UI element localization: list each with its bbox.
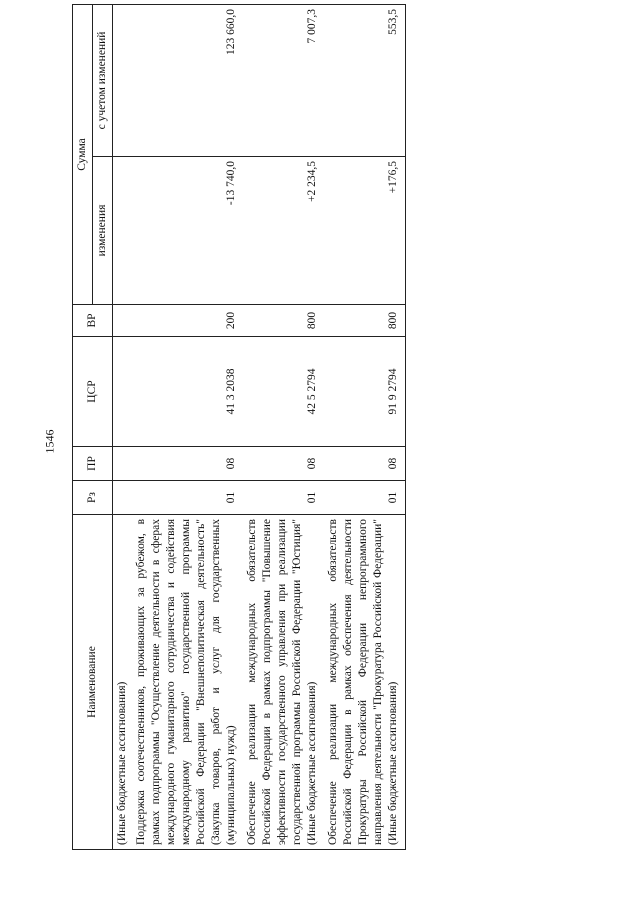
row-vr: 200 [132, 305, 243, 337]
page-number: 1546 [42, 429, 57, 454]
rotated-table-wrapper [72, 5, 632, 850]
row-change: -13 740,0 [132, 157, 243, 305]
row-csr: 91 9 2794 [324, 337, 406, 447]
row-vr: 800 [324, 305, 406, 337]
row-rz: 01 [132, 481, 243, 515]
header-csr: ЦСР [73, 337, 113, 447]
row-csr: 42 5 2794 [243, 337, 324, 447]
budget-table [72, 4, 406, 850]
header-rz: Рз [73, 481, 113, 515]
row-change: +176,5 [324, 157, 406, 305]
row-rz: 01 [324, 481, 406, 515]
row-pr: 08 [132, 447, 243, 481]
table-row [324, 4, 406, 849]
header-total: с учетом изменений [93, 4, 113, 156]
row-name: Обеспечение реализации международных обязательств Российской Федерации в рамках обеспечения деятельности Прокуратуры Российской Федерации непрограммного направления деятельности "Прокуратура Российской Федерации" (Иные бюджетные ассигнования) [324, 515, 406, 850]
header-sum: Сумма [73, 4, 93, 304]
table-row [243, 4, 324, 849]
row-csr: 41 3 2038 [132, 337, 243, 447]
header-pr: ПР [73, 447, 113, 481]
row-rz: 01 [243, 481, 324, 515]
row-total: 123 660,0 [132, 4, 243, 156]
header-name: Наименование [73, 515, 113, 850]
header-change: изменения [93, 157, 113, 305]
row-vr: 800 [243, 305, 324, 337]
continued-text: (Иные бюджетные ассигнования) [113, 515, 133, 850]
row-pr: 08 [324, 447, 406, 481]
table-row-continued [113, 4, 133, 849]
row-pr: 08 [243, 447, 324, 481]
row-name: Обеспечение реализации международных обязательств Российской Федерации в рамках подпрограммы "Повышение эффективности государственного управления при реализации государственной программы Российской Федерации "Юстиция" (Иные бюджетные ассигнования) [243, 515, 324, 850]
table-row [132, 4, 243, 849]
row-name: Поддержка соотечественников, проживающих за рубежом, в рамках подпрограммы "Осуществление деятельности в сферах международного гуманитарного сотрудничества и содействия международному развитию" государственной программы Российской Федерации "Внешнеполитическая деятельность" (Закупка товаров, работ и услуг для государственных (муниципальных) нужд) [132, 515, 243, 850]
header-vr: ВР [73, 305, 113, 337]
row-total: 553,5 [324, 4, 406, 156]
row-change: +2 234,5 [243, 157, 324, 305]
row-total: 7 007,3 [243, 4, 324, 156]
